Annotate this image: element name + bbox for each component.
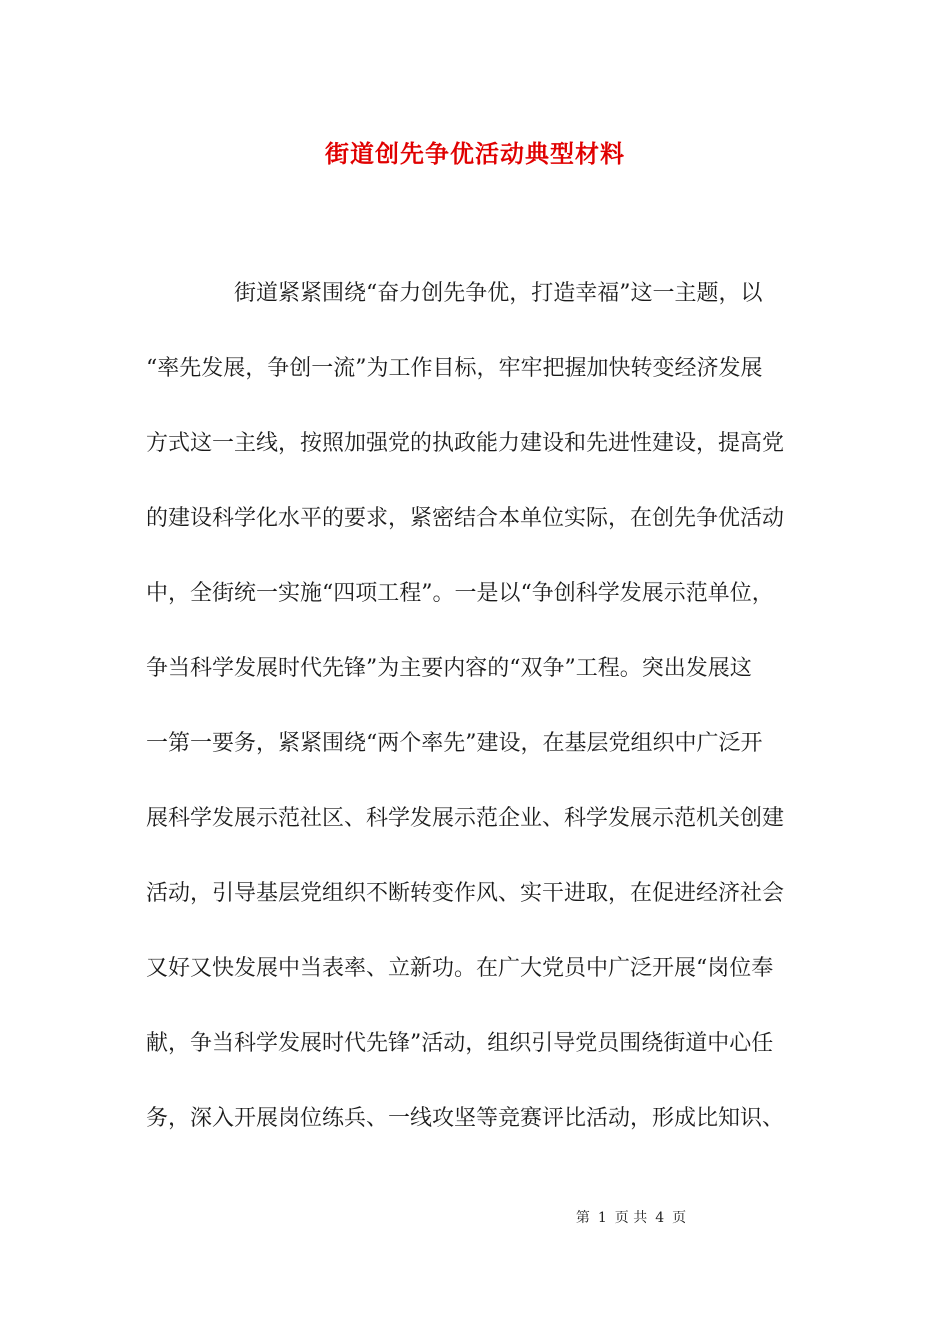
body-line: 展科学发展示范社区、科学发展示范企业、科学发展示范机关创建 (146, 806, 785, 831)
body-line: 又好又快发展中当表率、立新功。在广大党员中广泛开展“岗位奉 (146, 956, 774, 981)
body-line: 中，全街统一实施“四项工程”。一是以“争创科学发展示范单位， (146, 581, 774, 606)
body-line: 街道紧紧围绕“奋力创先争优，打造幸福”这一主题，以 (234, 281, 763, 306)
page-label-suffix: 页 (672, 1210, 687, 1226)
document-title: 街道创先争优活动典型材料 (325, 139, 625, 168)
body-line: 献，争当科学发展时代先锋”活动，组织引导党员围绕街道中心任 (146, 1031, 774, 1056)
page-label-mid: 页 共 (614, 1210, 648, 1226)
body-line: 一第一要务，紧紧围绕“两个率先”建设，在基层党组织中广泛开 (146, 731, 763, 756)
page-number-footer (0, 1208, 950, 1228)
body-line: 争当科学发展时代先锋”为主要内容的“双争”工程。突出发展这 (146, 656, 752, 681)
page-label-prefix: 第 (575, 1210, 590, 1226)
current-page-number: 1 (597, 1210, 607, 1226)
body-line: “率先发展，争创一流”为工作目标，牢牢把握加快转变经济发展 (146, 356, 763, 381)
document-body (146, 274, 810, 1174)
body-line: 活动，引导基层党组织不断转变作风、实干进取，在促进经济社会 (146, 881, 785, 906)
body-line: 务，深入开展岗位练兵、一线攻坚等竞赛评比活动，形成比知识、 (146, 1106, 785, 1131)
body-line: 的建设科学化水平的要求，紧密结合本单位实际，在创先争优活动 (146, 506, 785, 531)
body-line: 方式这一主线，按照加强党的执政能力建设和先进性建设，提高党 (146, 431, 785, 456)
total-pages-number: 4 (655, 1210, 665, 1226)
